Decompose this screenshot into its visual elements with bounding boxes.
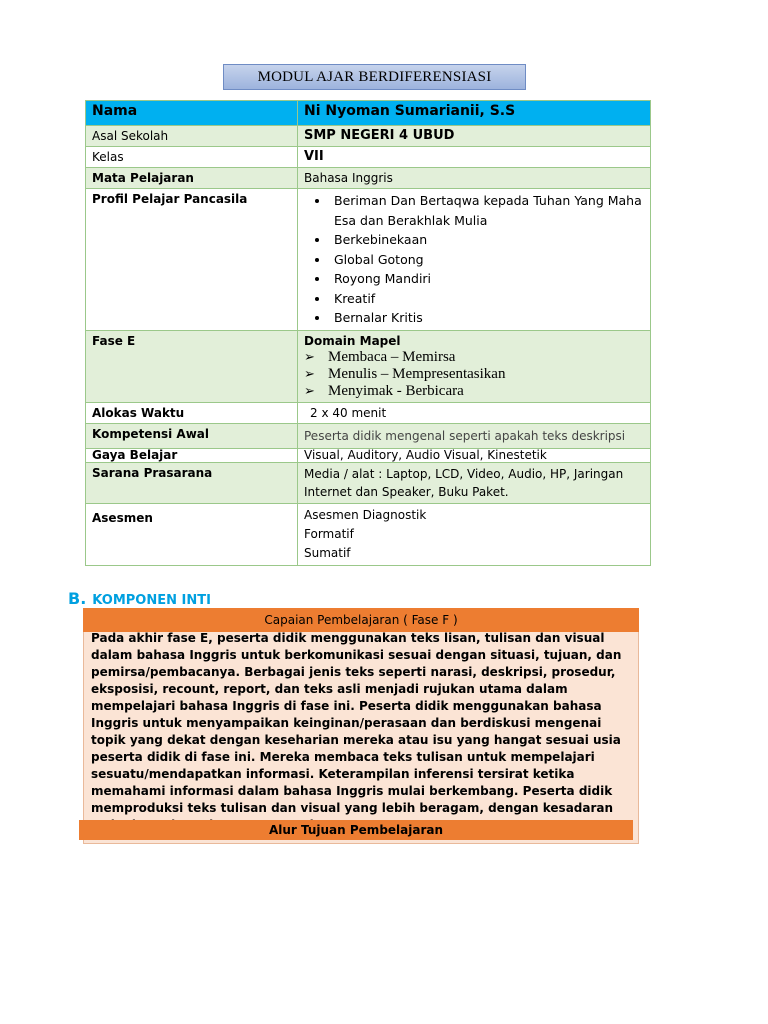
kompetensi-label: Kompetensi Awal	[86, 423, 298, 448]
alur-header: Alur Tujuan Pembelajaran	[79, 820, 633, 840]
asesmen-label: Asesmen	[86, 503, 298, 565]
waktu-value: 2 x 40 menit	[298, 402, 651, 423]
profil-value	[298, 189, 651, 331]
list-item	[304, 383, 644, 400]
arrow-bullet-icon: ➢	[304, 366, 315, 382]
capaian-text: Pada akhir fase E, peserta didik menggunakan teks lisan, tulisan dan visual dalam bahasa Inggris untuk berkomunikasi sesuai dengan situasi, tujuan, dan pemirsa/pembacanya. Berbagai jenis teks seperti narasi, deskripsi, prosedur, eksposisi, recount, report, dan teks asli menjadi rujukan utama dalam mempelajari bahasa Inggris di fase ini. Peserta didik menggunakan bahasa Inggris untuk menyampaikan keinginan/perasaan dan berdiskusi mengenai topik yang dekat dengan keseharian mereka atau isu yang hangat sesuai usia peserta didik di fase ini. Mereka membaca teks tulisan untuk mempelajari sesuatu/mendapatkan informasi. Keterampilan inferensi tersirat ketika memahami informasi dalam bahasa Inggris mulai berkembang. Peserta didik memproduksi teks tulisan dan visual yang lebih beragam, dengan kesadaran	[91, 631, 622, 815]
section-heading	[68, 589, 211, 608]
section-title: KOMPONEN INTI	[92, 593, 211, 608]
table-row	[86, 503, 651, 565]
gaya-value: Visual, Auditory, Audio Visual, Kinestetik	[298, 448, 651, 462]
table-row	[86, 189, 651, 331]
domain-item-text: Menulis – Mempresentasikan	[328, 365, 506, 382]
kelas-label: Kelas	[86, 147, 298, 168]
fase-label: Fase E	[86, 330, 298, 402]
list-item: • Kreatif	[330, 289, 644, 309]
mapel-label: Mata Pelajaran	[86, 168, 298, 189]
domain-list	[304, 349, 644, 400]
nama-label: Nama	[86, 101, 298, 126]
table-row	[86, 402, 651, 423]
profil-list	[304, 191, 644, 328]
table-row	[86, 462, 651, 503]
waktu-label: Alokas Waktu	[86, 402, 298, 423]
table-row	[86, 101, 651, 126]
list-item	[304, 349, 644, 366]
table-row	[86, 448, 651, 462]
profil-label: Profil Pelajar Pancasila	[86, 189, 298, 331]
mapel-value: Bahasa Inggris	[298, 168, 651, 189]
table-row	[86, 147, 651, 168]
table-row	[86, 126, 651, 147]
sekolah-value: SMP NEGERI 4 UBUD	[298, 126, 651, 147]
capaian-header: Capaian Pembelajaran ( Fase F )	[83, 608, 639, 632]
sarana-label: Sarana Prasarana	[86, 462, 298, 503]
list-item	[304, 366, 644, 383]
domain-item-text: Menyimak - Berbicara	[328, 382, 464, 399]
gaya-label: Gaya Belajar	[86, 448, 298, 462]
list-item: Asesmen Diagnostik	[304, 507, 427, 522]
section-letter: B.	[68, 589, 87, 608]
sarana-value: Media / alat : Laptop, LCD, Video, Audio, HP, Jaringan Internet dan Speaker, Buku Paket.	[298, 462, 651, 503]
table-row	[86, 168, 651, 189]
arrow-bullet-icon: ➢	[304, 383, 315, 399]
list-item: Sumatif	[304, 545, 351, 560]
list-item: • Beriman Dan Bertaqwa kepada Tuhan Yang Maha Esa dan Berakhlak Mulia	[330, 191, 644, 230]
domain-item-text: Membaca – Memirsa	[328, 348, 456, 365]
table-row	[86, 423, 651, 448]
document-title: MODUL AJAR BERDIFERENSIASI	[223, 64, 526, 90]
fase-value	[298, 330, 651, 402]
identity-table	[85, 100, 651, 566]
kompetensi-value: Peserta didik mengenal seperti apakah teks deskripsi	[298, 423, 651, 448]
kelas-value: VII	[298, 147, 651, 168]
list-item: • Bernalar Kritis	[330, 308, 644, 328]
list-item: • Royong Mandiri	[330, 269, 644, 289]
list-item: • Berkebinekaan	[330, 230, 644, 250]
domain-title: Domain Mapel	[304, 333, 401, 348]
asesmen-value	[298, 503, 651, 565]
list-item: • Global Gotong	[330, 250, 644, 270]
arrow-bullet-icon: ➢	[304, 349, 315, 365]
nama-value: Ni Nyoman Sumarianii, S.S	[298, 101, 651, 126]
list-item: Formatif	[304, 526, 354, 541]
table-row	[86, 330, 651, 402]
sekolah-label: Asal Sekolah	[86, 126, 298, 147]
